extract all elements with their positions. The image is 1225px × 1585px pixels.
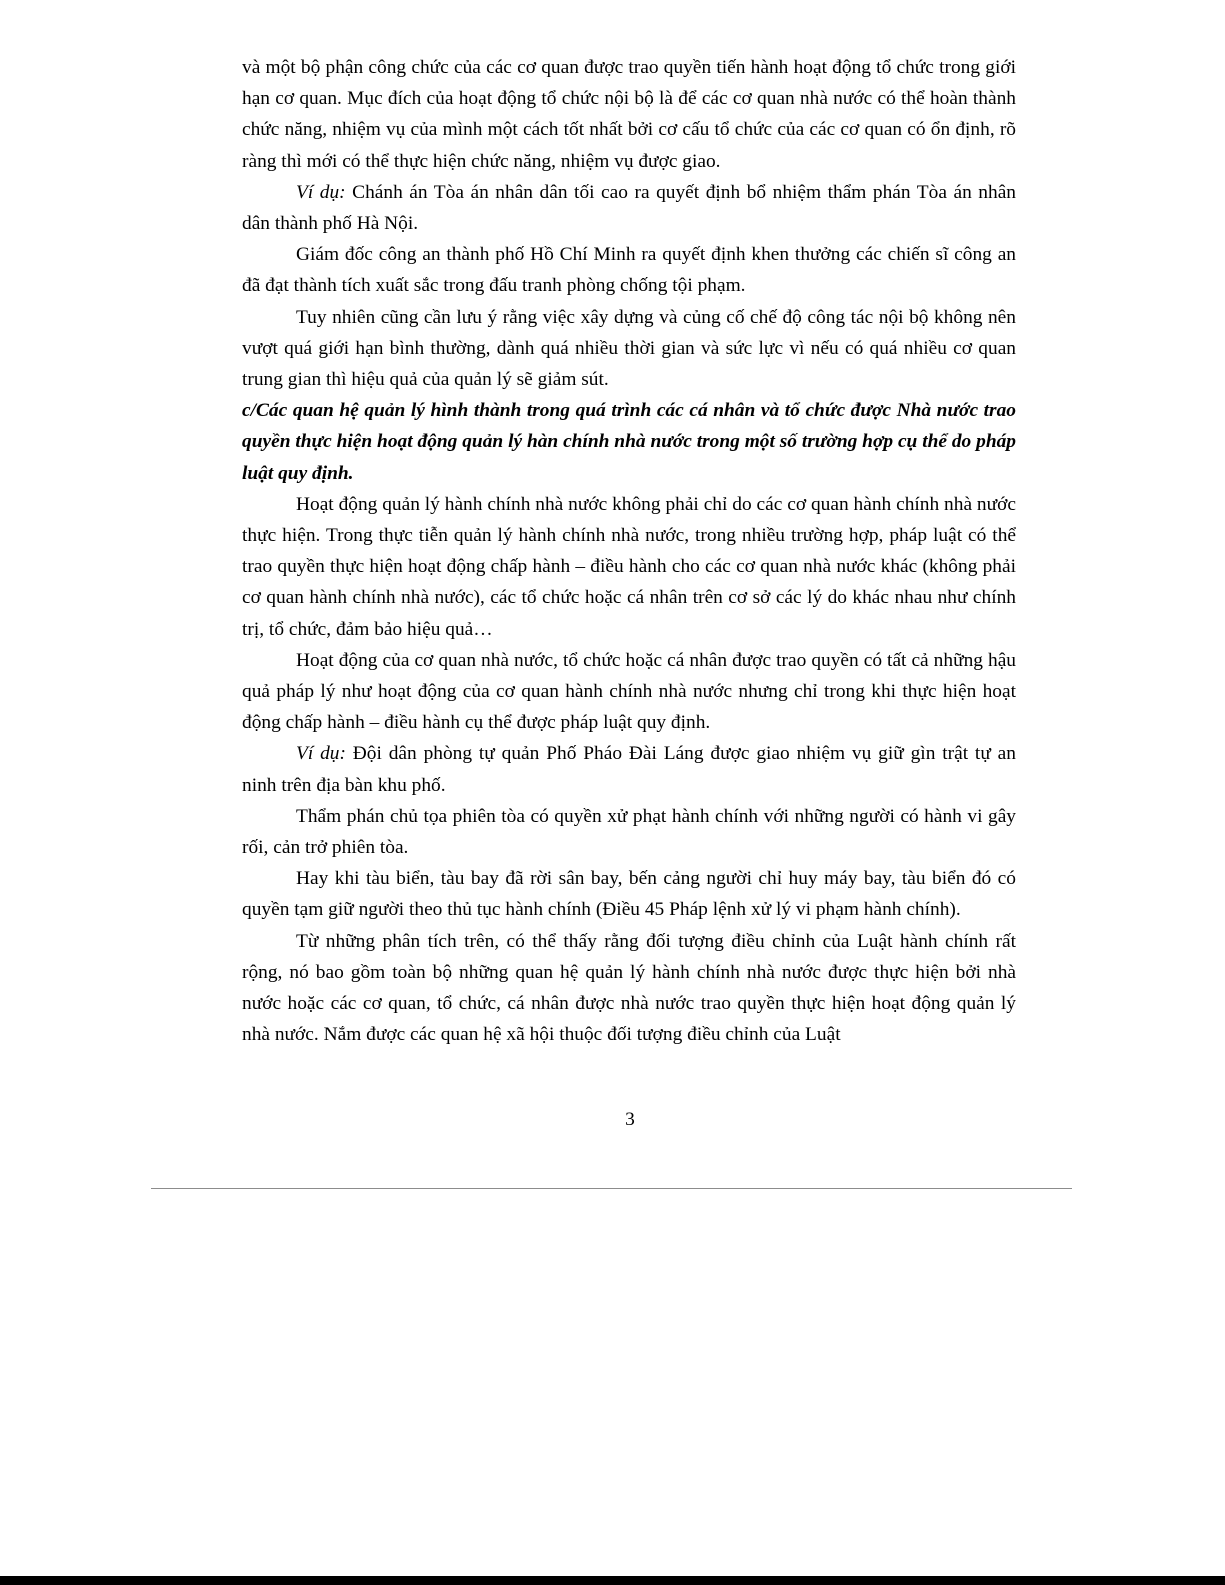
paragraph: Hoạt động quản lý hành chính nhà nước không phải chỉ do các cơ quan hành chính nhà nước thực hiện. Trong thực tiễn quản lý hành chính nhà nước, trong nhiều trường hợp, pháp luật có thể trao quyền thực hiện hoạt động chấp hành – điều hành cho các cơ quan nhà nước khác (không phải cơ quan hành chính nhà nước), các tổ chức hoặc cá nhân trên cơ sở các lý do khác nhau như chính trị, tổ chức, đảm bảo hiệu quả…: [242, 493, 1016, 640]
section-heading: c/Các quan hệ quản lý hình thành trong quá trình các cá nhân và tổ chức được Nhà nước trao quyền thực hiện hoạt động quản lý hàn chính nhà nước trong một số trường hợp cụ thể do pháp luật quy định.: [242, 400, 1016, 484]
example-text: Chánh án Tòa án nhân dân tối cao ra quyết định bổ nhiệm thẩm phán Tòa án nhân dân thành phố Hà Nội.: [242, 181, 1016, 235]
page-number: 3: [625, 1109, 635, 1130]
paragraph: Tuy nhiên cũng cần lưu ý rằng việc xây dựng và củng cố chế độ công tác nội bộ không nên vượt quá giới hạn bình thường, dành quá nhiều thời gian và sức lực vì nếu có quá nhiều cơ quan trung gian thì hiệu quả của quản lý sẽ giảm sút.: [242, 306, 1016, 391]
example-label: Ví dụ:: [296, 181, 346, 203]
example-label: Ví dụ:: [296, 743, 346, 765]
paragraph: và một bộ phận công chức của các cơ quan được trao quyền tiến hành hoạt động tổ chức trong giới hạn cơ quan. Mục đích của hoạt động tổ chức nội bộ là để các cơ quan nhà nước có thể hoàn thành chức năng, nhiệm vụ của mình một cách tốt nhất bởi cơ cấu tổ chức của các cơ quan có ổn định, rõ ràng thì mới có thể thực hiện chức năng, nhiệm vụ được giao.: [242, 57, 1016, 172]
example-text: Đội dân phòng tự quản Phố Pháo Đài Láng được giao nhiệm vụ giữ gìn trật tự an ninh trên địa bàn khu phố.: [242, 743, 1016, 796]
example-paragraph: [242, 738, 1016, 800]
paragraph: Hoạt động của cơ quan nhà nước, tổ chức hoặc cá nhân được trao quyền có tất cả những hậu quả pháp lý như hoạt động của cơ quan hành chính nhà nước nhưng chỉ trong khi thực hiện hoạt động chấp hành – điều hành cụ thể được pháp luật quy định.: [242, 649, 1016, 734]
paragraph: Thẩm phán chủ tọa phiên tòa có quyền xử phạt hành chính với những người có hành vi gây rối, cản trở phiên tòa.: [242, 805, 1016, 859]
paragraph: Từ những phân tích trên, có thể thấy rằng đối tượng điều chỉnh của Luật hành chính rất rộng, nó bao gồm toàn bộ những quan hệ quản lý hành chính nhà nước được thực hiện bởi nhà nước hoặc các cơ quan, tổ chức, cá nhân được nhà nước trao quyền thực hiện hoạt động quản lý nhà nước. Nắm được các quan hệ xã hội thuộc đối tượng điều chỉnh của Luật: [242, 930, 1016, 1046]
document-body: [242, 52, 1016, 1051]
example-paragraph: [242, 177, 1016, 239]
paragraph: Hay khi tàu biển, tàu bay đã rời sân bay, bến cảng người chỉ huy máy bay, tàu biển đó có quyền tạm giữ người theo thủ tục hành chính (Điều 45 Pháp lệnh xử lý vi phạm hành chính).: [242, 868, 1016, 921]
paragraph: Giám đốc công an thành phố Hồ Chí Minh ra quyết định khen thưởng các chiến sĩ công an đã đạt thành tích xuất sắc trong đấu tranh phòng chống tội phạm.: [242, 244, 1016, 297]
bottom-edge-bar: [0, 1576, 1225, 1585]
page-separator: [151, 1188, 1072, 1189]
